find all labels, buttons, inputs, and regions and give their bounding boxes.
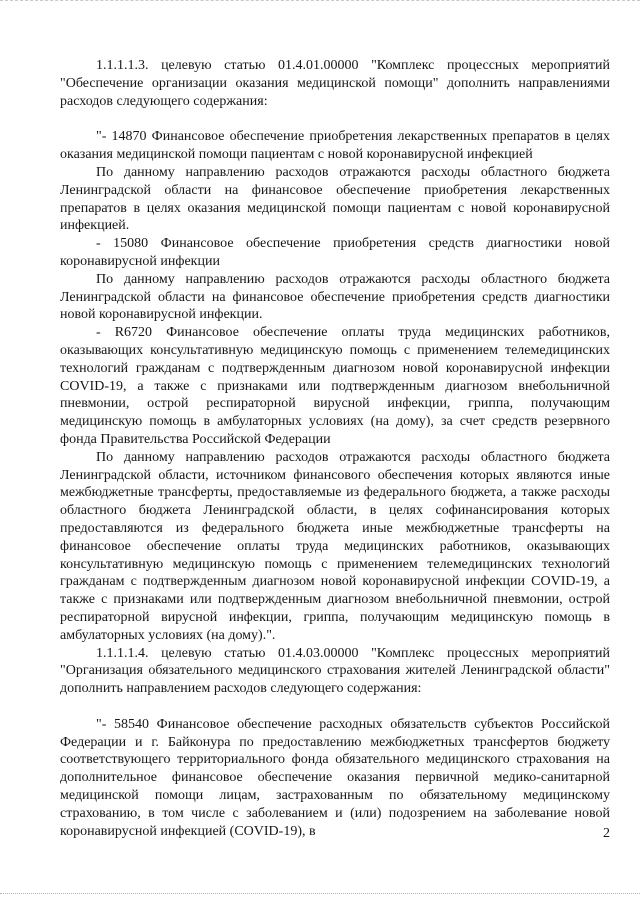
paragraph-1-1-1-1-4: 1.1.1.1.4. целевую статью 01.4.03.00000 "Комплекс процессных мероприятий "Организация обязательного медицинского страхования жителей Ленинградской области" дополнить направлением расходов следующего содержания: bbox=[60, 645, 610, 697]
paragraph-15080-heading: - 15080 Финансовое обеспечение приобретения средств диагностики новой коронавирусной инфекции bbox=[60, 236, 610, 269]
scan-edge-bottom bbox=[0, 893, 640, 895]
paragraph-r6720-description: По данному направлению расходов отражаются расходы областного бюджета Ленинградской области, источником финансового обеспечения которых являются иные межбюджетные трансферты, предоставляемые из федерального бюджета, а также расходы областного бюджета Ленинградской области, в целях софинансирования которых предоставляются из федерального бюджета иные межбюджетные трансферты на финансовое обеспечение оплаты труда медицинских работников, оказывающих консультативную медицинскую помощь с применением телемедицинских технологий гражданам с подтвержденным диагнозом новой коронавирусной инфекции COVID-19, а также с признаками или подтвержденным диагнозом внебольничной пневмонии, острой респираторной вирусной инфекции, гриппа, получающим медицинскую помощь в амбулаторных условиях (на дому).". bbox=[60, 449, 610, 643]
scan-edge-top bbox=[0, 0, 640, 2]
paragraph-14870-description: По данному направлению расходов отражаются расходы областного бюджета Ленинградской области на финансовое обеспечение приобретения лекарственных препаратов в целях оказания медицинской помощи пациентам с новой коронавирусной инфекцией. bbox=[60, 164, 610, 234]
document-body bbox=[60, 57, 610, 840]
paragraph-15080-description: По данному направлению расходов отражаются расходы областного бюджета Ленинградской области на финансовое обеспечение приобретения средств диагностики новой коронавирусной инфекции. bbox=[60, 271, 610, 323]
page-number: 2 bbox=[603, 826, 610, 841]
paragraph-58540-heading: "- 58540 Финансовое обеспечение расходных обязательств субъектов Российской Федерации и г. Байконура по предоставлению межбюджетных трансфертов бюджету соответствующего территориального фонда обязательного медицинского страхования на дополнительное финансовое обеспечение оказания первичной медико-санитарной медицинской помощи лицам, застрахованным по обязательному медицинскому страхованию, в том числе с заболеванием и (или) подозрением на заболевание новой коронавирусной инфекцией (COVID-19), в bbox=[60, 716, 610, 839]
paragraph-r6720-heading: - R6720 Финансовое обеспечение оплаты труда медицинских работников, оказывающих консультативную медицинскую помощь с применением телемедицинских технологий гражданам с подтвержденным диагнозом новой коронавирусной инфекции COVID-19, а также с признаками или подтвержденным диагнозом внебольничной пневмонии, острой респираторной вирусной инфекции, гриппа, получающим медицинскую помощь в амбулаторных условиях (на дому), за счет средств резервного фонда Правительства Российской Федерации bbox=[60, 325, 610, 447]
paragraph-1-1-1-1-3: 1.1.1.1.3. целевую статью 01.4.01.00000 "Комплекс процессных мероприятий "Обеспечение организации оказания медицинской помощи" дополнить направлениями расходов следующего содержания: bbox=[60, 58, 610, 109]
paragraph-14870-heading: "- 14870 Финансовое обеспечение приобретения лекарственных препаратов в целях оказания медицинской помощи пациентам с новой коронавирусной инфекцией bbox=[60, 129, 610, 163]
